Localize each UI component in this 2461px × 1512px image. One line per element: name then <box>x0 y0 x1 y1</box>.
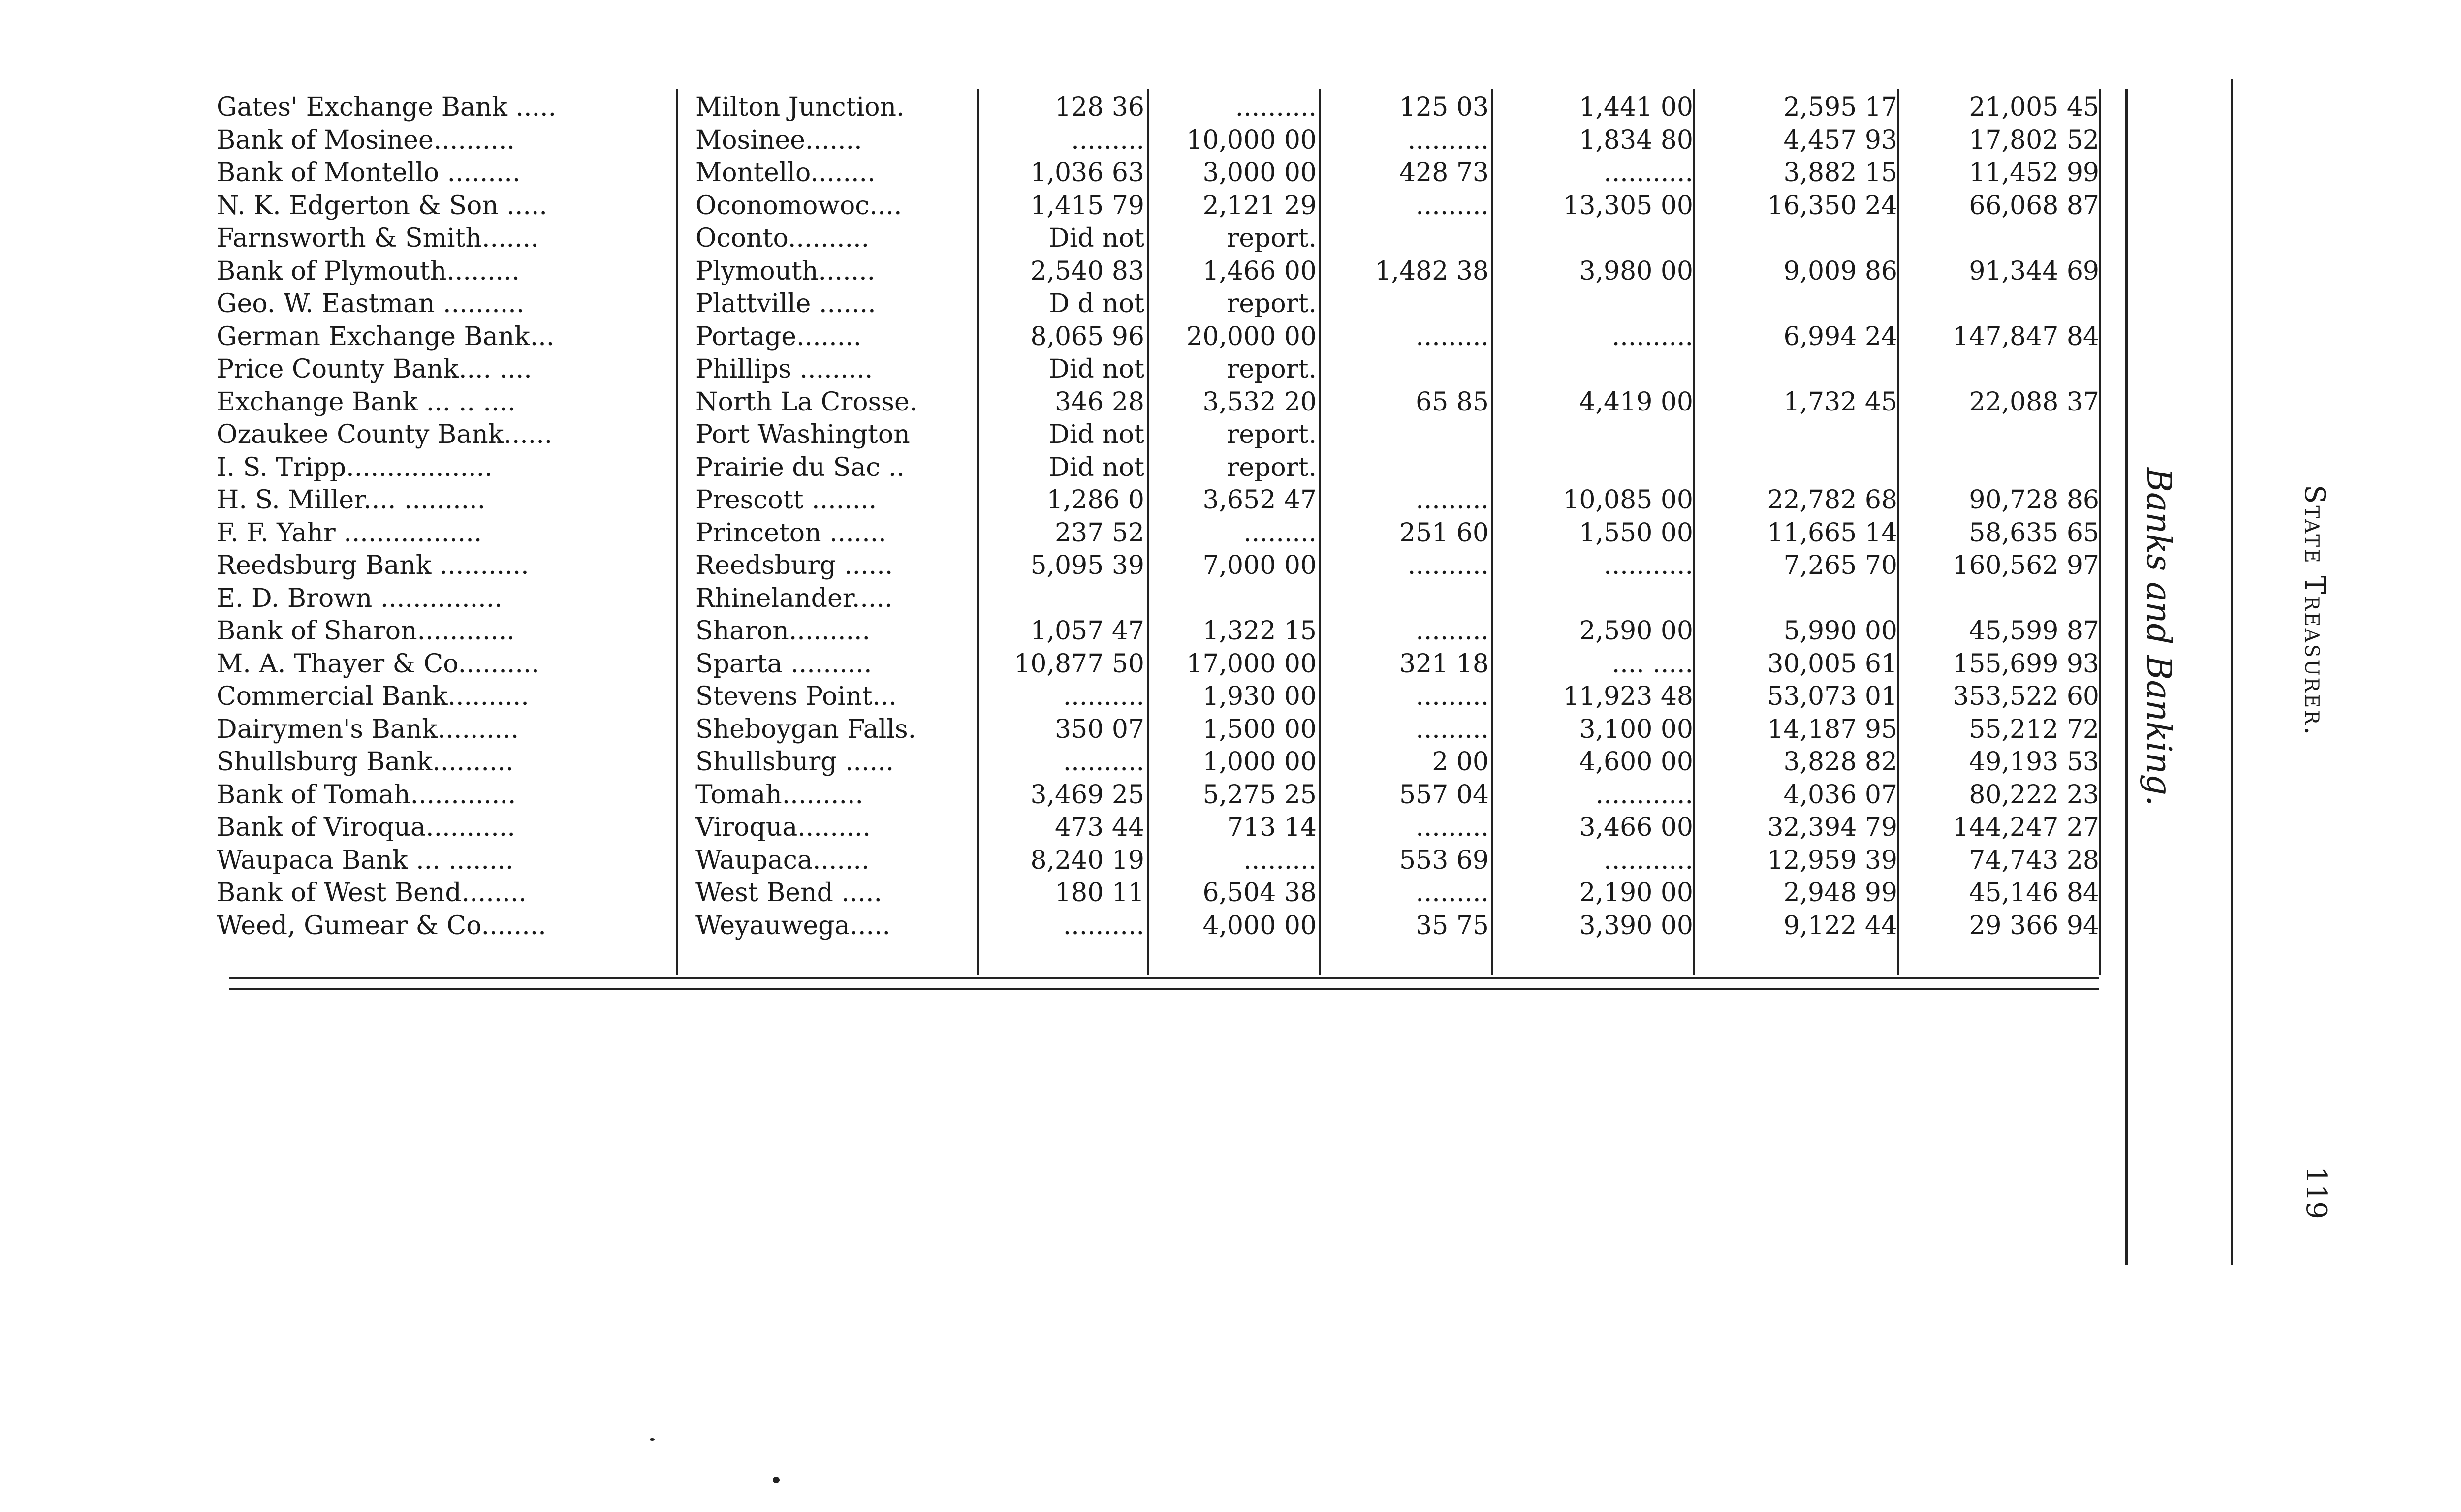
cell-f: 22,088 37 <box>1969 387 2099 417</box>
cell-c <box>1322 451 1489 484</box>
cell-b: 10,000 00 <box>1186 125 1317 155</box>
table-row <box>217 517 2102 549</box>
cell-name: Bank of Tomah............. <box>217 780 516 810</box>
cell-name: Geo. W. Eastman .......... <box>217 289 525 318</box>
cell-d: 1,441 00 <box>1579 93 1693 122</box>
cell-place: Rhinelander..... <box>695 583 893 613</box>
cell-a: 1,415 79 <box>1030 190 1144 220</box>
table-row <box>217 222 2102 254</box>
cell-e <box>1698 222 1897 254</box>
cell-c: ......... <box>1416 616 1489 646</box>
cell-f: 80,222 23 <box>1969 780 2099 810</box>
cell-c: ......... <box>1416 714 1489 744</box>
cell-name: Waupaca Bank ... ........ <box>217 845 514 875</box>
cell-f: 90,728 86 <box>1969 485 2099 515</box>
cell-d <box>1496 287 1693 320</box>
cell-place: Viroqua......... <box>695 813 871 842</box>
cell-place: Reedsburg ...... <box>695 551 893 580</box>
table-row <box>217 386 2102 418</box>
cell-a <box>977 582 1144 615</box>
page-number: 119 <box>2300 1166 2332 1219</box>
cell-d: 1,834 80 <box>1579 125 1693 155</box>
cell-b: 1,930 00 <box>1202 682 1317 711</box>
cell-c: ......... <box>1416 190 1489 220</box>
cell-place: Waupaca....... <box>695 845 870 875</box>
table-row <box>217 320 2102 353</box>
cell-e: 3,882 15 <box>1783 158 1897 188</box>
cell-e: 9,009 86 <box>1783 256 1897 286</box>
cell-c: 125 03 <box>1399 93 1489 122</box>
cell-d: 2,590 00 <box>1579 616 1693 646</box>
cell-a: 5,095 39 <box>1030 551 1144 580</box>
cell-b: 3,000 00 <box>1202 158 1317 188</box>
cell-f: 353,522 60 <box>1953 682 2099 711</box>
table-row <box>217 811 2102 844</box>
cell-d: 3,980 00 <box>1579 256 1693 286</box>
cell-f: 11,452 99 <box>1969 158 2099 188</box>
cell-name: Bank of Plymouth......... <box>217 256 520 286</box>
cell-place: Port Washington <box>695 420 910 449</box>
cell-b <box>1149 582 1317 615</box>
cell-d: 10,085 00 <box>1563 485 1693 515</box>
cell-f: 147,847 84 <box>1953 321 2099 351</box>
cell-f: 49,193 53 <box>1969 747 2099 777</box>
cell-e <box>1698 451 1897 484</box>
cell-place: Shullsburg ...... <box>695 747 894 777</box>
cell-e: 32,394 79 <box>1767 813 1897 842</box>
cell-c: 2 00 <box>1432 747 1489 777</box>
cell-place: Sheboygan Falls. <box>695 714 916 744</box>
cell-place: Plattville ....... <box>695 289 876 318</box>
cell-b: 4,000 00 <box>1202 911 1317 941</box>
cell-e: 53,073 01 <box>1767 682 1897 711</box>
ink-speck <box>773 1477 780 1483</box>
cell-e <box>1698 353 1897 385</box>
cell-name: Farnsworth & Smith....... <box>217 223 539 253</box>
cell-place: Sharon.......... <box>695 616 871 646</box>
cell-c: .......... <box>1407 125 1489 155</box>
cell-name: E. D. Brown ............... <box>217 583 503 613</box>
cell-f <box>1902 222 2099 254</box>
cell-d: 4,600 00 <box>1579 747 1693 777</box>
cell-a: 3,469 25 <box>1030 780 1144 810</box>
cell-name: Bank of Mosinee.......... <box>217 125 515 155</box>
cell-c: 35 75 <box>1416 911 1489 941</box>
cell-a: 1,057 47 <box>1030 616 1144 646</box>
cell-b: report. <box>1227 354 1317 384</box>
cell-a: 128 36 <box>1055 93 1144 122</box>
cell-c: ......... <box>1416 321 1489 351</box>
cell-c: 321 18 <box>1399 649 1489 679</box>
cell-name: Price County Bank.... .... <box>217 354 532 384</box>
cell-e <box>1698 287 1897 320</box>
cell-c: 251 60 <box>1399 518 1489 548</box>
cell-e: 6,994 24 <box>1783 321 1897 351</box>
cell-f: 91,344 69 <box>1969 256 2099 286</box>
cell-e: 3,828 82 <box>1783 747 1897 777</box>
ink-speck <box>650 1438 655 1441</box>
cell-place: Weyauwega..... <box>695 911 891 941</box>
bottom-rule-bottom <box>229 988 2099 990</box>
table-row <box>217 910 2102 942</box>
table-row <box>217 255 2102 287</box>
table-row <box>217 484 2102 516</box>
cell-d <box>1496 582 1693 615</box>
cell-b: 1,466 00 <box>1202 256 1317 286</box>
cell-f: 45,146 84 <box>1969 878 2099 908</box>
cell-place: Montello........ <box>695 158 876 188</box>
cell-f <box>1902 451 2099 484</box>
cell-a: Did not <box>1049 420 1144 449</box>
cell-name: Dairymen's Bank.......... <box>217 714 519 744</box>
table-row <box>217 157 2102 189</box>
cell-a: D d not <box>1049 289 1144 318</box>
cell-b: report. <box>1227 420 1317 449</box>
cell-b: 1,322 15 <box>1202 616 1317 646</box>
cell-name: N. K. Edgerton & Son ..... <box>217 190 547 220</box>
cell-name: Weed, Gumear & Co........ <box>217 911 546 941</box>
cell-d: .... ..... <box>1611 649 1693 679</box>
page-edge-rule <box>2231 79 2233 1265</box>
cell-e: 30,005 61 <box>1767 649 1897 679</box>
cell-b: 1,000 00 <box>1202 747 1317 777</box>
cell-name: Bank of Sharon............ <box>217 616 515 646</box>
cell-b: 7,000 00 <box>1202 551 1317 580</box>
cell-b: 2,121 29 <box>1202 190 1317 220</box>
cell-a: 2,540 83 <box>1030 256 1144 286</box>
cell-b: 3,652 47 <box>1202 485 1317 515</box>
table-row <box>217 746 2102 778</box>
cell-f: 45,599 87 <box>1969 616 2099 646</box>
cell-c: 557 04 <box>1399 780 1489 810</box>
cell-place: Portage........ <box>695 321 862 351</box>
cell-c <box>1322 287 1489 320</box>
cell-b: report. <box>1227 289 1317 318</box>
cell-place: Princeton ....... <box>695 518 886 548</box>
table-row <box>217 91 2102 124</box>
cell-e: 12,959 39 <box>1767 845 1897 875</box>
cell-d: 4,419 00 <box>1579 387 1693 417</box>
cell-name: Reedsburg Bank ........... <box>217 551 529 580</box>
table-row <box>217 615 2102 647</box>
cell-e: 4,457 93 <box>1783 125 1897 155</box>
outer-margin-rule <box>2125 89 2128 1265</box>
cell-b: .......... <box>1235 93 1317 122</box>
cell-f: 155,699 93 <box>1953 649 2099 679</box>
cell-d <box>1496 353 1693 385</box>
cell-a: 8,240 19 <box>1030 845 1144 875</box>
cell-place: Phillips ......... <box>695 354 873 384</box>
cell-a: Did not <box>1049 223 1144 253</box>
cell-place: Milton Junction. <box>695 93 905 122</box>
bottom-rule-top <box>229 977 2099 979</box>
cell-c: ......... <box>1416 485 1489 515</box>
cell-b: 713 14 <box>1227 813 1317 842</box>
cell-f <box>1902 418 2099 451</box>
cell-b: 6,504 38 <box>1202 878 1317 908</box>
cell-d <box>1496 222 1693 254</box>
cell-c: .......... <box>1407 551 1489 580</box>
cell-d: 1,550 00 <box>1579 518 1693 548</box>
table-row <box>217 582 2102 615</box>
cell-place: Oconto.......... <box>695 223 870 253</box>
cell-a: .......... <box>1063 747 1144 777</box>
cell-place: North La Crosse. <box>695 387 918 417</box>
cell-c <box>1322 418 1489 451</box>
cell-f: 160,562 97 <box>1953 551 2099 580</box>
table-row <box>217 549 2102 582</box>
cell-f: 55,212 72 <box>1969 714 2099 744</box>
table-row <box>217 353 2102 385</box>
cell-e <box>1698 582 1897 615</box>
cell-e: 7,265 70 <box>1783 551 1897 580</box>
cell-d: ........... <box>1604 845 1693 875</box>
table-row <box>217 680 2102 713</box>
cell-place: Oconomowoc.... <box>695 190 902 220</box>
cell-e: 5,990 00 <box>1783 616 1897 646</box>
cell-name: Gates' Exchange Bank ..... <box>217 93 557 122</box>
section-title: Banks and Banking. <box>2139 468 2178 806</box>
cell-c: ......... <box>1416 878 1489 908</box>
cell-e: 16,350 24 <box>1767 190 1897 220</box>
cell-name: Bank of West Bend........ <box>217 878 527 908</box>
cell-f: 21,005 45 <box>1969 93 2099 122</box>
cell-name: Exchange Bank ... .. .... <box>217 387 516 417</box>
cell-e: 14,187 95 <box>1767 714 1897 744</box>
cell-name: M. A. Thayer & Co.......... <box>217 649 539 679</box>
cell-f: 144,247 27 <box>1953 813 2099 842</box>
cell-d: ........... <box>1604 551 1693 580</box>
cell-c <box>1322 582 1489 615</box>
cell-place: Stevens Point... <box>695 682 897 711</box>
cell-a: .......... <box>1063 682 1144 711</box>
cell-b: 3,532 20 <box>1202 387 1317 417</box>
table-row <box>217 124 2102 157</box>
cell-b: ......... <box>1243 845 1317 875</box>
cell-name: Bank of Viroqua........... <box>217 813 515 842</box>
cell-e: 4,036 07 <box>1783 780 1897 810</box>
cell-e: 9,122 44 <box>1783 911 1897 941</box>
cell-c <box>1322 222 1489 254</box>
cell-place: West Bend ..... <box>695 878 883 908</box>
table-row <box>217 779 2102 811</box>
cell-place: Sparta .......... <box>695 649 872 679</box>
cell-name: Commercial Bank.......... <box>217 682 529 711</box>
cell-a: 350 07 <box>1055 714 1144 744</box>
cell-c: 428 73 <box>1399 158 1489 188</box>
cell-a: 346 28 <box>1055 387 1144 417</box>
cell-a: 237 52 <box>1055 518 1144 548</box>
cell-b: ......... <box>1243 518 1317 548</box>
cell-c: 65 85 <box>1416 387 1489 417</box>
cell-d: ........... <box>1604 158 1693 188</box>
cell-b: 5,275 25 <box>1202 780 1317 810</box>
cell-place: Prairie du Sac .. <box>695 452 905 482</box>
cell-place: Plymouth....... <box>695 256 876 286</box>
cell-place: Mosinee....... <box>695 125 862 155</box>
cell-d: 3,100 00 <box>1579 714 1693 744</box>
cell-name: Ozaukee County Bank...... <box>217 420 553 449</box>
cell-c: 553 69 <box>1399 845 1489 875</box>
table-row <box>217 287 2102 320</box>
cell-name: Shullsburg Bank.......... <box>217 747 514 777</box>
cell-a: 10,877 50 <box>1014 649 1144 679</box>
table-row <box>217 189 2102 222</box>
cell-b: 20,000 00 <box>1186 321 1317 351</box>
cell-name: H. S. Miller.... .......... <box>217 485 486 515</box>
cell-e: 2,595 17 <box>1783 93 1897 122</box>
cell-e: 1,732 45 <box>1783 387 1897 417</box>
cell-place: Prescott ........ <box>695 485 877 515</box>
cell-c: 1,482 38 <box>1375 256 1489 286</box>
cell-name: German Exchange Bank... <box>217 321 555 351</box>
cell-a: 8,065 96 <box>1030 321 1144 351</box>
cell-f <box>1902 287 2099 320</box>
cell-e <box>1698 418 1897 451</box>
cell-e: 11,665 14 <box>1767 518 1897 548</box>
cell-c: ......... <box>1416 682 1489 711</box>
cell-d: 13,305 00 <box>1563 190 1693 220</box>
cell-f: 29 366 94 <box>1969 911 2099 941</box>
cell-f: 66,068 87 <box>1969 190 2099 220</box>
cell-c <box>1322 353 1489 385</box>
cell-d <box>1496 418 1693 451</box>
cell-f: 58,635 65 <box>1969 518 2099 548</box>
cell-f: 74,743 28 <box>1969 845 2099 875</box>
table-row <box>217 648 2102 680</box>
cell-f <box>1902 353 2099 385</box>
cell-d: 3,390 00 <box>1579 911 1693 941</box>
cell-a: Did not <box>1049 452 1144 482</box>
cell-a: 180 11 <box>1055 878 1144 908</box>
cell-d: ............ <box>1595 780 1693 810</box>
cell-place: Tomah.......... <box>695 780 864 810</box>
cell-b: report. <box>1227 452 1317 482</box>
table-row <box>217 418 2102 451</box>
table-row <box>217 451 2102 484</box>
cell-d: 3,466 00 <box>1579 813 1693 842</box>
table-row <box>217 877 2102 909</box>
cell-a: 1,286 0 <box>1046 485 1144 515</box>
cell-a: 1,036 63 <box>1030 158 1144 188</box>
cell-b: report. <box>1227 223 1317 253</box>
cell-d: 2,190 00 <box>1579 878 1693 908</box>
cell-b: 17,000 00 <box>1186 649 1317 679</box>
cell-b: 1,500 00 <box>1202 714 1317 744</box>
cell-f: 17,802 52 <box>1969 125 2099 155</box>
cell-a: Did not <box>1049 354 1144 384</box>
cell-e: 22,782 68 <box>1767 485 1897 515</box>
cell-name: F. F. Yahr ................. <box>217 518 482 548</box>
cell-d: .......... <box>1611 321 1693 351</box>
cell-name: I. S. Tripp.................. <box>217 452 493 482</box>
cell-d <box>1496 451 1693 484</box>
running-head-title: State Treasurer. <box>2299 485 2331 737</box>
table-row <box>217 713 2102 746</box>
table-row <box>217 844 2102 877</box>
cell-name: Bank of Montello ......... <box>217 158 521 188</box>
cell-f <box>1902 582 2099 615</box>
cell-d: 11,923 48 <box>1563 682 1693 711</box>
cell-a: ......... <box>1071 125 1144 155</box>
cell-e: 2,948 99 <box>1783 878 1897 908</box>
cell-a: .......... <box>1063 911 1144 941</box>
cell-a: 473 44 <box>1055 813 1144 842</box>
cell-c: ......... <box>1416 813 1489 842</box>
